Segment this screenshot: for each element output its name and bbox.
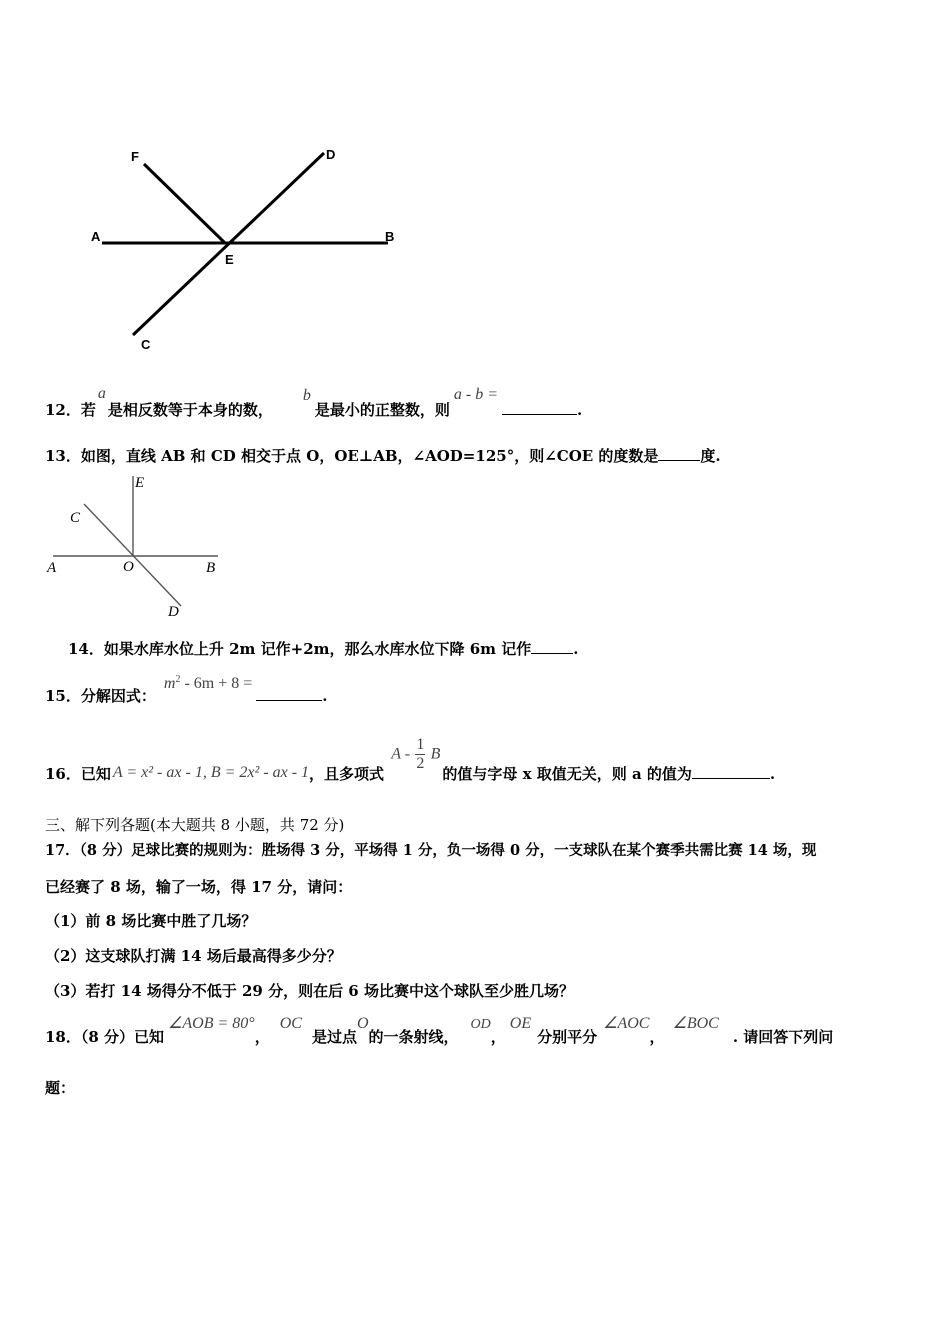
q13-end: 度. (700, 447, 721, 465)
q12-var-a: a (97, 385, 106, 402)
question-13 (45, 445, 721, 466)
q18-text-2: 的一条射线， (368, 1028, 459, 1046)
q16-frac-post: B (430, 745, 441, 763)
label-c: C (141, 337, 151, 352)
question-14 (68, 638, 579, 659)
q18-angle-aob: ∠AOB = 80° (168, 1015, 255, 1032)
q15-var-m: m (163, 675, 176, 692)
q12-text-1: 是相反数等于本身的数， (107, 401, 273, 419)
q14-text: 14．如果水库水位上升 2m 记作+2m，那么水库水位下降 6m 记作 (68, 640, 532, 658)
q16-fraction-expr (391, 736, 440, 773)
q13-text: 13．如图，直线 AB 和 CD 相交于点 O，OE⊥AB，∠AOD=125°，则∠COE 的度数是 (45, 447, 659, 465)
question-17-part-2: （2）这支球队打满 14 场后最高得多少分？ (45, 947, 342, 965)
figure-perpendicular (40, 470, 240, 625)
question-17-line-1: 17．（8 分）足球比赛的规则为：胜场得 3 分，平场得 1 分，负一场得 0 分，一支球队在某个赛季共需比赛 14 场，现 (45, 842, 817, 859)
label-f: F (131, 149, 139, 164)
label-b: B (385, 229, 395, 244)
label-c: C (70, 510, 81, 526)
q12-number: 12．若 (45, 401, 96, 419)
q18-point-o: O (356, 1015, 369, 1032)
q15-number: 15．分解因式： (45, 687, 156, 705)
q16-frac-den: 2 (416, 755, 425, 772)
section-heading: 三、解下列各题(本大题共 8 小题，共 72 分) (45, 816, 345, 834)
label-e: E (135, 475, 145, 491)
q16-end: . (769, 764, 776, 783)
label-e: E (225, 252, 234, 267)
line-fe (144, 164, 225, 243)
q12-answer-blank[interactable] (502, 414, 577, 415)
q18-text-4: . 请回答下列问 (732, 1028, 834, 1046)
q15-exponent: 2 (175, 674, 181, 685)
q16-frac-num: 1 (416, 736, 425, 753)
q18-text-1: 是过点 (311, 1028, 357, 1046)
q18-text-3: 分别平分 (537, 1028, 598, 1046)
q18-angle-boc: ∠BOC (672, 1015, 719, 1032)
q18-comma-1: ， (254, 1028, 270, 1046)
q16-number: 16．已知 (45, 764, 111, 783)
question-15 (45, 672, 328, 705)
question-17-part-3: （3）若打 14 场得分不低于 29 分，则在后 6 场比赛中这个球队至少胜几场？ (45, 982, 574, 1000)
q16-text-1: ，且多项式 (309, 764, 385, 783)
question-12 (45, 385, 583, 419)
label-b: B (206, 560, 216, 576)
label-a: A (91, 229, 101, 244)
label-d: D (326, 147, 336, 162)
q13-answer-blank[interactable] (658, 460, 700, 461)
label-a: A (47, 560, 57, 576)
q14-end: . (573, 640, 579, 658)
question-16 (45, 736, 776, 783)
q18-comma-3: ， (649, 1028, 665, 1046)
q18-ray-oe: OE (509, 1015, 532, 1032)
q14-answer-blank[interactable] (531, 653, 573, 654)
q12-end: . (577, 401, 583, 419)
q18-ray-od: OD (470, 1017, 491, 1032)
q12-var-b: b (302, 387, 311, 404)
q18-comma-2: ， (490, 1028, 506, 1046)
q16-frac-pre: A - (391, 745, 411, 763)
q16-fraction (415, 736, 425, 773)
figure-intersecting-lines (80, 140, 420, 360)
q16-text-2: 的值与字母 x 取值无关，则 a 的值为 (442, 764, 692, 783)
q16-answer-blank[interactable] (692, 778, 770, 779)
q15-end: . (322, 687, 328, 705)
q18-angle-aoc: ∠AOC (603, 1015, 650, 1032)
q18-number: 18．（8 分）已知 (45, 1028, 165, 1046)
question-18 (45, 1012, 834, 1046)
label-o: O (123, 559, 134, 575)
question-17-part-1: （1）前 8 场比赛中胜了几场？ (45, 912, 257, 930)
q12-expression: a - b = (453, 386, 499, 403)
q15-expression: - 6m + 8 = (180, 675, 253, 692)
question-18-line-2: 题： (45, 1079, 76, 1097)
q18-ray-oc: OC (279, 1015, 302, 1032)
q12-text-2: 是最小的正整数，则 (314, 401, 450, 419)
question-17-line-2: 已经赛了 8 场，输了一场，得 17 分，请问： (45, 878, 353, 896)
q15-answer-blank[interactable] (256, 700, 322, 701)
label-d: D (168, 604, 179, 620)
q16-expression: A = x² - ax - 1, B = 2x² - ax - 1 (112, 763, 310, 781)
